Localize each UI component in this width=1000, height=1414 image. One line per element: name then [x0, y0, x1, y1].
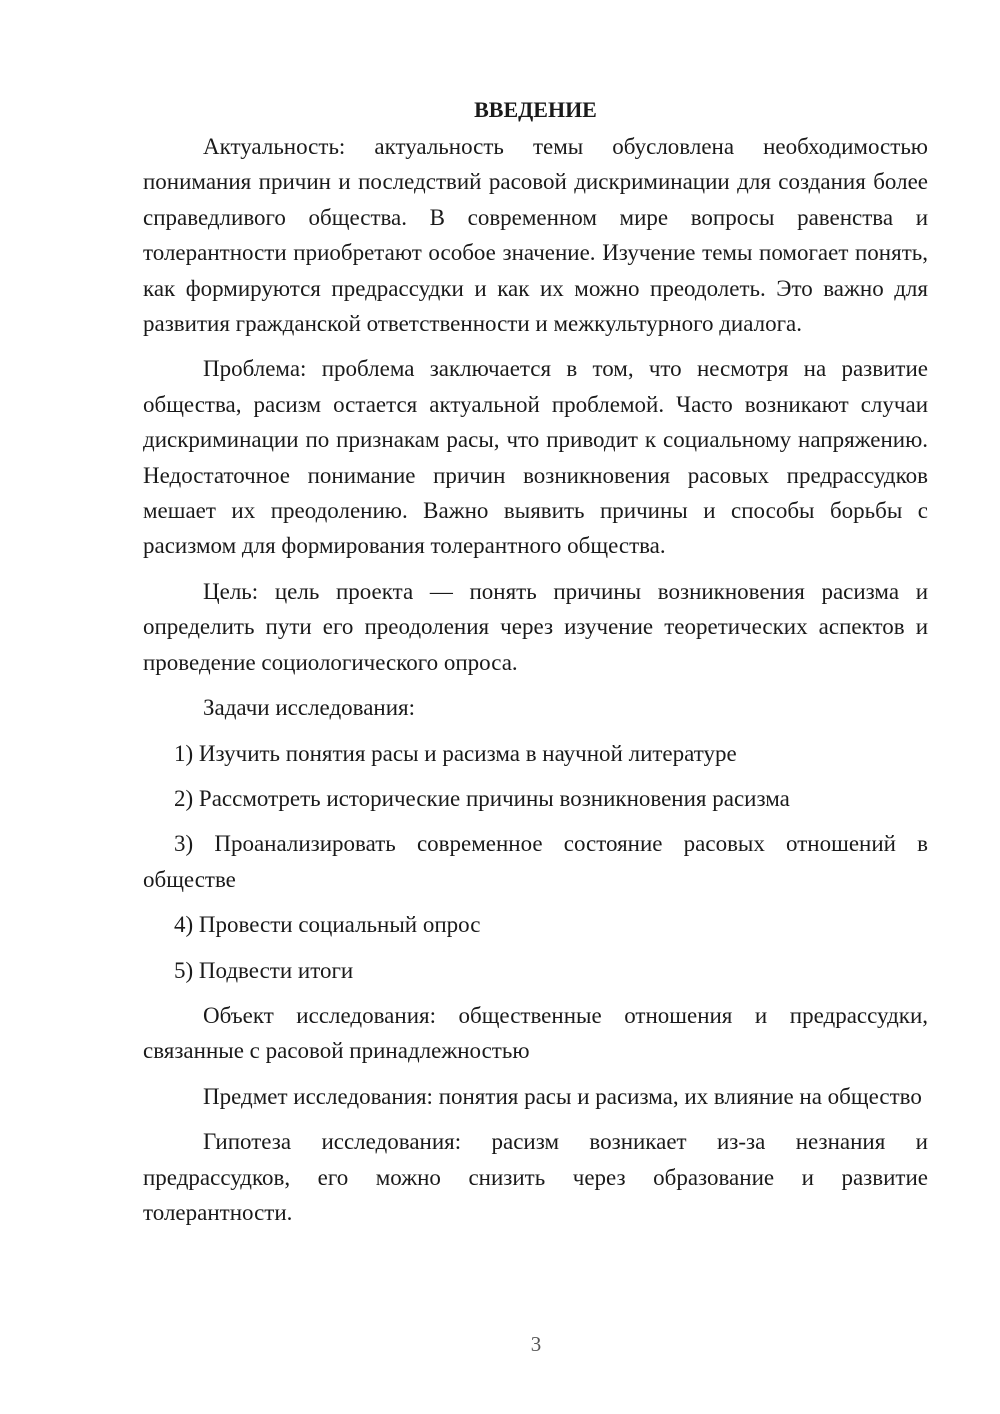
- page-title: ВВЕДЕНИЕ: [474, 97, 597, 122]
- paragraph-object: Объект исследования: общественные отношения и предрассудки, связанные с расовой принадлежностью: [143, 1002, 928, 1064]
- tasks-heading: Задачи исследования:: [203, 695, 416, 721]
- paragraph-goal: Цель: цель проекта — понять причины возникновения расизма и определить пути его преодоления через изучение теоретических аспектов и проведение социологического опроса.: [143, 578, 928, 675]
- task-item: 2) Рассмотреть исторические причины возникновения расизма: [174, 785, 790, 811]
- page-content: [143, 92, 928, 1240]
- task-item: 5) Подвести итоги: [174, 957, 354, 983]
- task-item: 4) Провести социальный опрос: [174, 912, 481, 938]
- task-item: 3) Проанализировать современное состояние расовых отношений в обществе: [143, 831, 928, 892]
- paragraph-relevance: Актуальность: актуальность темы обусловлена необходимостью понимания причин и последствий расовой дискриминации для создания более справедливого общества. В современном мире вопросы равенства и толерантности приобретают особое значение. Изучение темы помогает понять, как формируются предрассудки и как их можно преодолеть. Это важно для развития гражданской ответственности и межкультурного диалога.: [143, 134, 928, 337]
- paragraph-subject: Предмет исследования: понятия расы и расизма, их влияние на общество: [203, 1083, 922, 1109]
- task-item: 1) Изучить понятия расы и расизма в научной литературе: [174, 740, 737, 766]
- paragraph-hypothesis: Гипотеза исследования: расизм возникает из-за незнания и предрассудков, его можно снизить через образование и развитие толерантности.: [143, 1129, 928, 1225]
- page-number: 3: [530, 1332, 542, 1356]
- paragraph-problem: Проблема: проблема заключается в том, что несмотря на развитие общества, расизм остается актуальной проблемой. Часто возникают случаи дискриминации по признакам расы, что приводит к социальному напряжению. Недостаточное понимание причин возникновения расовых предрассудков мешает их преодолению. Важно выявить причины и способы борьбы с расизмом для формирования толерантного общества.: [143, 356, 928, 559]
